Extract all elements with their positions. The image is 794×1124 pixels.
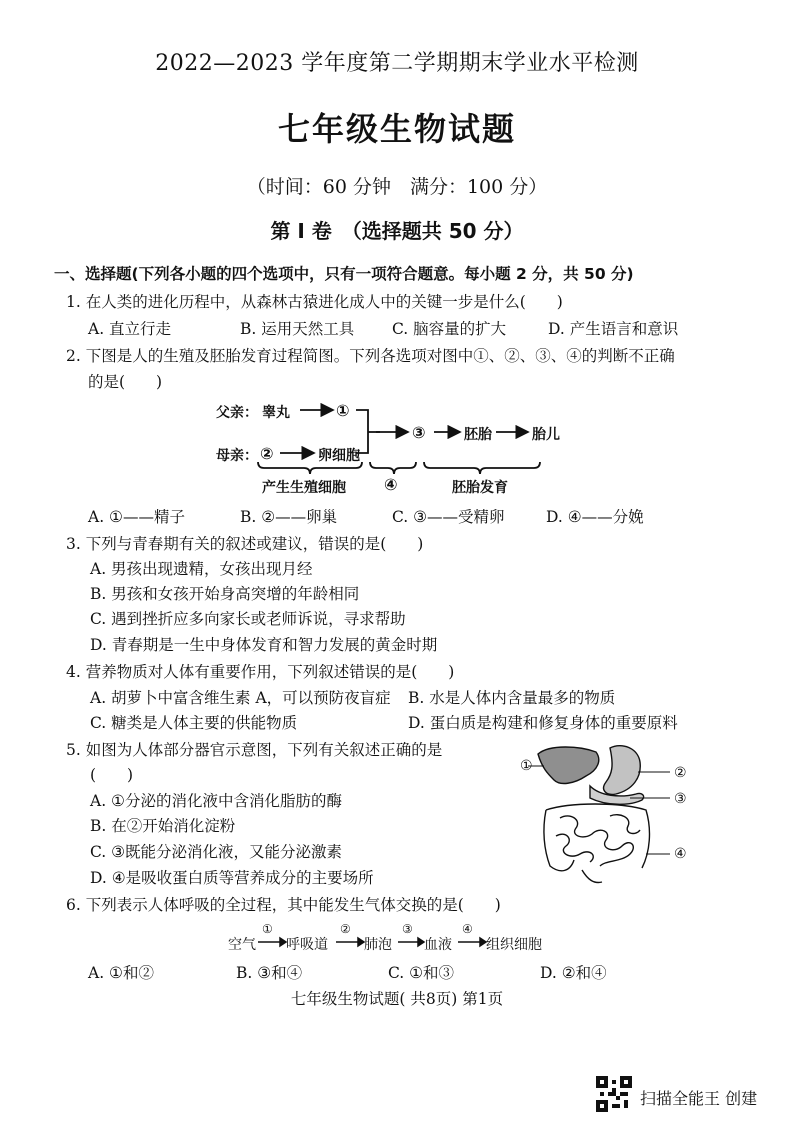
section-heading: 一、选择题(下列各小题的四个选项中，只有一项符合题意。每小题 2 分，共 50 分) (54, 265, 634, 283)
question-3-option-c: C. 遇到挫折应多向家长或老师诉说，寻求帮助 (90, 610, 406, 628)
fetus-label: 胎儿 (532, 427, 560, 443)
embryo-dev-label: 胚胎发育 (452, 480, 508, 496)
question-3-option-b: B. 男孩和女孩开始身高突增的年龄相同 (90, 585, 360, 603)
question-6-option-c: C. ①和③ (388, 964, 455, 982)
question-3-option-d: D. 青春期是一生中身体发育和智力发展的黄金时期 (90, 636, 438, 654)
chain-step-3: ③ (402, 922, 413, 936)
volume-title: 第 Ⅰ 卷 （选择题共 50 分） (270, 219, 524, 243)
diagram-num-4: ④ (384, 475, 398, 494)
question-4-option-b: B. 水是人体内含量最多的物质 (408, 689, 616, 707)
question-2-stem-line2: 的是( ) (88, 373, 163, 391)
question-5-stem-line1: 5. 如图为人体部分器官示意图，下列有关叙述正确的是 (66, 741, 443, 759)
chain-alveoli: 肺泡 (364, 937, 392, 953)
chain-step-4: ④ (462, 922, 473, 936)
father-label: 父亲： (216, 405, 258, 421)
question-5-option-b: B. 在②开始消化淀粉 (90, 817, 236, 835)
diagram-num-3: ③ (412, 423, 426, 442)
chain-blood: 血液 (424, 937, 452, 953)
question-1-stem: 1. 在人类的进化历程中，从森林古猿进化成人中的关键一步是什么( ) (66, 293, 563, 311)
question-6-option-b: B. ③和④ (236, 964, 303, 982)
watermark-text: 扫描全能王 创建 (640, 1089, 758, 1108)
question-6-option-a: A. ①和② (88, 964, 154, 982)
chain-air: 空气 (228, 937, 256, 953)
qr-code-icon (596, 1076, 632, 1112)
organ-label-3: ③ (674, 791, 687, 807)
question-2-option-a: A. ①——精子 (88, 508, 185, 526)
question-2-option-b: B. ②——卵巢 (240, 508, 338, 526)
chain-step-1: ① (262, 922, 273, 936)
organ-label-1: ① (520, 758, 533, 774)
question-2-option-c: C. ③——受精卵 (392, 508, 505, 526)
chain-airway: 呼吸道 (286, 937, 328, 953)
question-4-option-d: D. 蛋白质是构建和修复身体的重要原料 (408, 714, 678, 732)
question-5-option-d: D. ④是吸收蛋白质等营养成分的主要场所 (90, 869, 374, 887)
question-1-option-b: B. 运用天然工具 (240, 320, 355, 338)
question-2-stem-line1: 2. 下图是人的生殖及胚胎发育过程简图。下列各选项对图中①、②、③、④的判断不正确 (66, 347, 675, 365)
exam-title: 2022—2023 学年度第二学期期末学业水平检测 (155, 51, 639, 76)
question-3-option-a: A. 男孩出现遗精，女孩出现月经 (90, 560, 313, 578)
diagram-num-1: ① (336, 401, 350, 420)
mother-label: 母亲： (216, 448, 258, 464)
testis-label: 睾丸 (262, 405, 290, 421)
question-4-stem: 4. 营养物质对人体有重要作用，下列叙述错误的是( ) (66, 663, 455, 681)
question-4-option-c: C. 糖类是人体主要的供能物质 (90, 714, 298, 732)
question-1-option-c: C. 脑容量的扩大 (392, 320, 507, 338)
time-info: （时间：60 分钟 满分：100 分） (246, 176, 548, 198)
page-title: 七年级生物试题 (277, 110, 516, 148)
question-4-option-a: A. 胡萝卜中富含维生素 A，可以预防夜盲症 (90, 689, 391, 707)
question-2-option-d: D. ④——分娩 (546, 508, 644, 526)
page-footer: 七年级生物试题( 共8页) 第1页 (290, 990, 504, 1008)
question-5-option-a: A. ①分泌的消化液中含消化脂肪的酶 (90, 792, 342, 810)
question-6-option-d: D. ②和④ (540, 964, 607, 982)
question-5-option-c: C. ③既能分泌消化液，又能分泌激素 (90, 843, 343, 861)
question-1-option-a: A. 直立行走 (88, 320, 172, 338)
organ-label-2: ② (674, 765, 687, 781)
produce-cells-label: 产生生殖细胞 (262, 480, 346, 496)
embryo-label: 胚胎 (464, 427, 492, 443)
organ-label-4: ④ (674, 846, 687, 862)
diagram-num-2: ② (260, 444, 274, 463)
egg-label: 卵细胞 (318, 448, 360, 464)
question-5-stem-line2: ( ) (90, 766, 134, 784)
question-6-stem: 6. 下列表示人体呼吸的全过程，其中能发生气体交换的是( ) (66, 896, 501, 914)
question-1-option-d: D. 产生语言和意识 (548, 320, 679, 338)
chain-step-2: ② (340, 922, 351, 936)
chain-tissue: 组织细胞 (486, 937, 542, 953)
question-3-stem: 3. 下列与青春期有关的叙述或建议，错误的是( ) (66, 535, 424, 553)
